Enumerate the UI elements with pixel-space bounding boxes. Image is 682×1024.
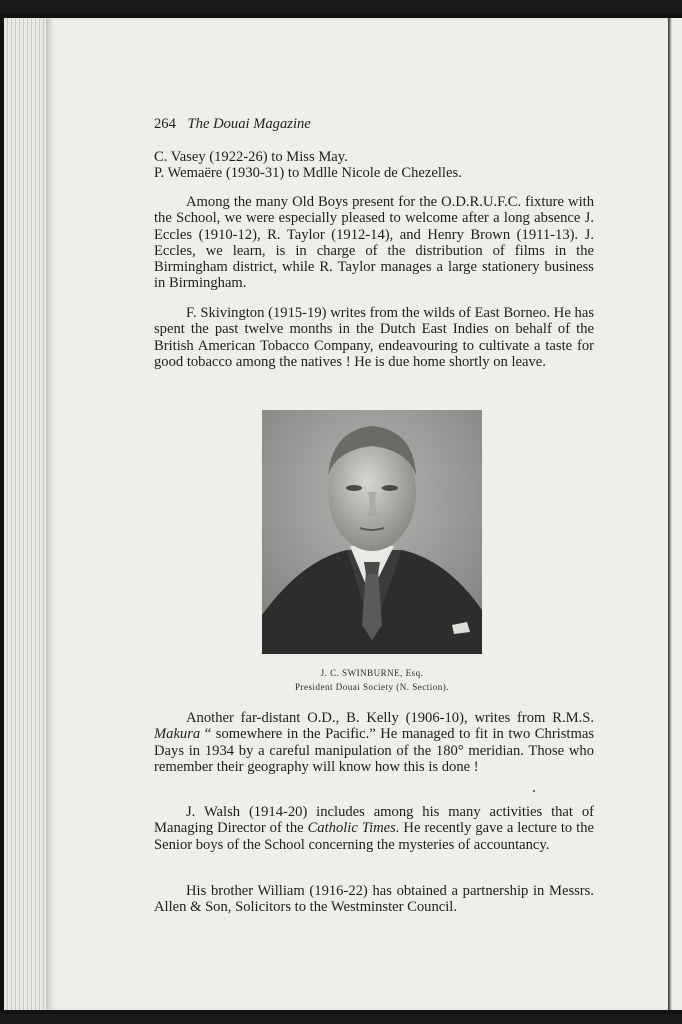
portrait-illustration xyxy=(262,410,482,654)
paragraph-skivington xyxy=(154,305,594,370)
print-speck xyxy=(533,790,535,792)
running-header xyxy=(154,116,594,132)
page-edges xyxy=(4,18,48,1010)
paragraph-william xyxy=(154,883,594,916)
kelly-text-2: “ somewhere in the Pacific.” He managed to fit in two Christmas Days in 1934 by a careful manipulation of the 180° meridian. Those who remember their geography will know how this is done ! xyxy=(154,726,594,775)
newspaper-name: Catholic Times. xyxy=(307,820,400,837)
photo-caption-name: J. C. SWINBURNE, Esq. xyxy=(320,668,424,678)
paragraph-old-boys xyxy=(154,194,594,292)
paragraph-text: Among the many Old Boys present for the O.D.R.U.F.C. fixture with the School, we were especially pleased to welcome after a long absence J. Eccles (1910-12), R. Taylor (1912-14), and Henry Brown (1911-13). J. Eccles, we learn, is in charge of the distribution of films in the Birmingham district, while R. Taylor manages a large stationery business in Birmingham. xyxy=(154,194,594,292)
paragraph-text: His brother William (1916-22) has obtained a partnership in Messrs. Allen & Son, Solicitors to the Westminster Council. xyxy=(154,883,594,916)
paragraph-walsh xyxy=(154,804,594,853)
paragraph-text: F. Skivington (1915-19) writes from the wilds of East Borneo. He has spent the past twelve months in the Dutch East Indies on behalf of the British American Tobacco Company, endeavouring to cultivate a taste for good tobacco among the natives ! He is due home shortly on leave. xyxy=(154,305,594,370)
walsh-text-1: J. Walsh (1914-20) includes among his many activities that of Managing Director of the xyxy=(154,804,594,837)
photo-caption-role: President Douai Society (N. Section). xyxy=(295,682,449,692)
paragraph-text xyxy=(154,710,594,775)
engagement-line-1: C. Vasey (1922-26) to Miss May. xyxy=(154,149,348,165)
paragraph-kelly xyxy=(154,710,594,775)
walsh-text-2: He recently gave a lecture to the Senior boys of the School concerning the mysteries of accountancy. xyxy=(154,820,594,853)
paragraph-text xyxy=(154,804,594,853)
ship-name: Makura xyxy=(154,726,201,743)
intro-block xyxy=(154,149,594,182)
facing-page-edge xyxy=(668,18,682,1010)
portrait-photo xyxy=(262,410,482,654)
engagement-line-2: P. Wemaëre (1930-31) to Mdlle Nicole de Chezelles. xyxy=(154,165,462,182)
magazine-title: The Douai Magazine xyxy=(187,116,311,132)
kelly-text-1: Another far-distant O.D., B. Kelly (1906-10), writes from R.M.S. xyxy=(186,710,594,726)
page-number: 264 xyxy=(154,116,176,132)
